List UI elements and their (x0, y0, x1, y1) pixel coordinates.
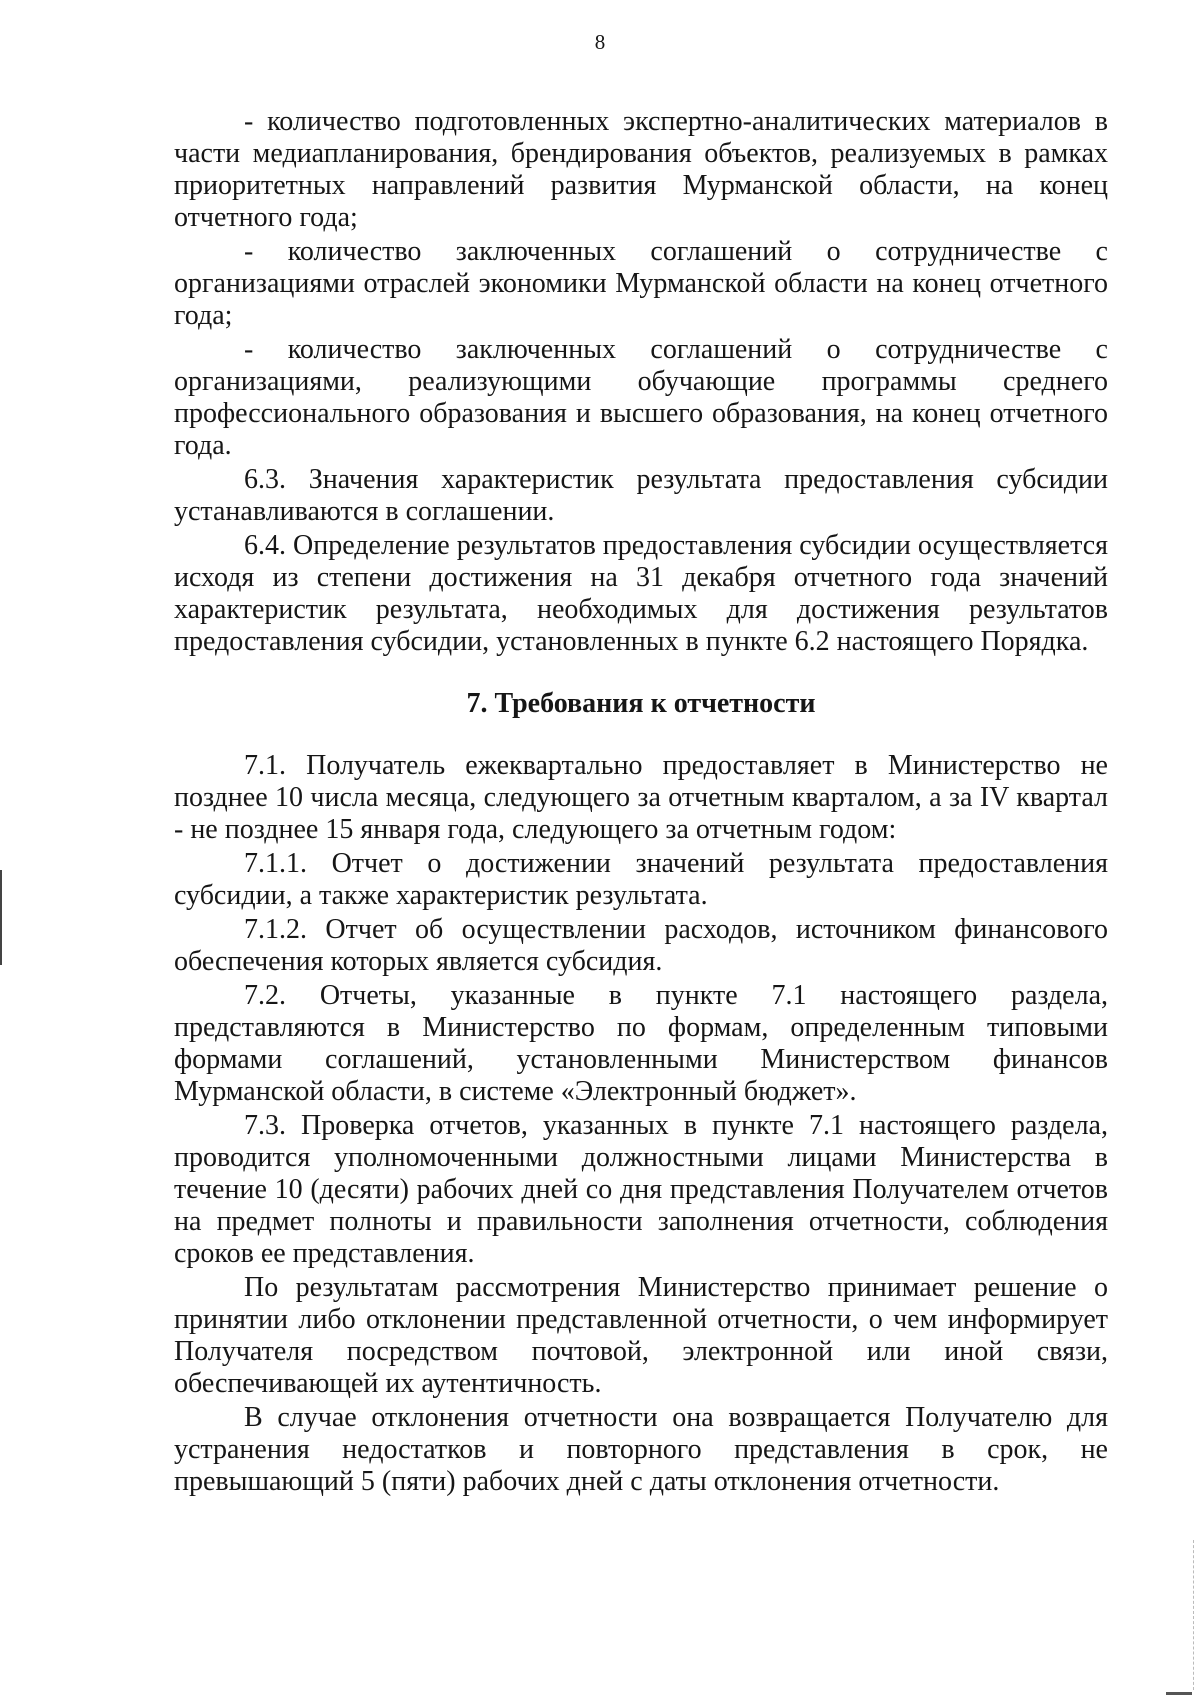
paragraph: - количество подготовленных экспертно-аналитических материалов в части медиапланирования, брендирования объектов, реализуемых в рамках приоритетных направлений развития Мурманской области, на конец отчетного года; (174, 106, 1108, 233)
paragraph: - количество заключенных соглашений о сотрудничестве с организациями отраслей экономики Мурманской области на конец отчетного года; (174, 236, 1108, 331)
paragraph: 7.2. Отчеты, указанные в пункте 7.1 настоящего раздела, представляются в Министерство по формам, определенным типовыми формами соглашений, установленными Министерством финансов Мурманской области, в системе «Электронный бюджет». (174, 980, 1108, 1107)
paragraph: - количество заключенных соглашений о сотрудничестве с организациями, реализующими обучающие программы среднего профессионального образования и высшего образования, на конец отчетного года. (174, 334, 1108, 461)
paragraph: 7.1. Получатель ежеквартально предоставляет в Министерство не позднее 10 числа месяца, следующего за отчетным кварталом, а за IV квартал - не позднее 15 января года, следующего за отчетным годом: (174, 750, 1108, 845)
paragraph: 7.3. Проверка отчетов, указанных в пункте 7.1 настоящего раздела, проводится уполномоченными должностными лицами Министерства в течение 10 (десяти) рабочих дней со дня представления Получателем отчетов на предмет полноты и правильности заполнения отчетности, соблюдения сроков ее представления. (174, 1110, 1108, 1269)
scan-edge-mark (0, 870, 2, 965)
page-number: 8 (594, 30, 606, 54)
paragraph: 7.1.2. Отчет об осуществлении расходов, источником финансового обеспечения которых является субсидия. (174, 914, 1108, 977)
paragraph: В случае отклонения отчетности она возвращается Получателю для устранения недостатков и повторного представления в срок, не превышающий 5 (пяти) рабочих дней с даты отклонения отчетности. (174, 1402, 1108, 1497)
scan-edge-mark (1166, 1692, 1192, 1695)
scan-edge-mark (1192, 1540, 1194, 1690)
section-heading: 7. Требования к отчетности (466, 688, 816, 719)
document-body (174, 106, 1108, 1498)
paragraph: 6.3. Значения характеристик результата предоставления субсидии устанавливаются в соглашении. (174, 464, 1108, 527)
paragraph: По результатам рассмотрения Министерство принимает решение о принятии либо отклонении представленной отчетности, о чем информирует Получателя посредством почтовой, электронной или иной связи, обеспечивающей их аутентичность. (174, 1272, 1108, 1399)
paragraph: 6.4. Определение результатов предоставления субсидии осуществляется исходя из степени достижения на 31 декабря отчетного года значений характеристик результата, необходимых для достижения результатов предоставления субсидии, установленных в пункте 6.2 настоящего Порядка. (174, 530, 1108, 657)
paragraph: 7.1.1. Отчет о достижении значений результата предоставления субсидии, а также характеристик результата. (174, 848, 1108, 911)
